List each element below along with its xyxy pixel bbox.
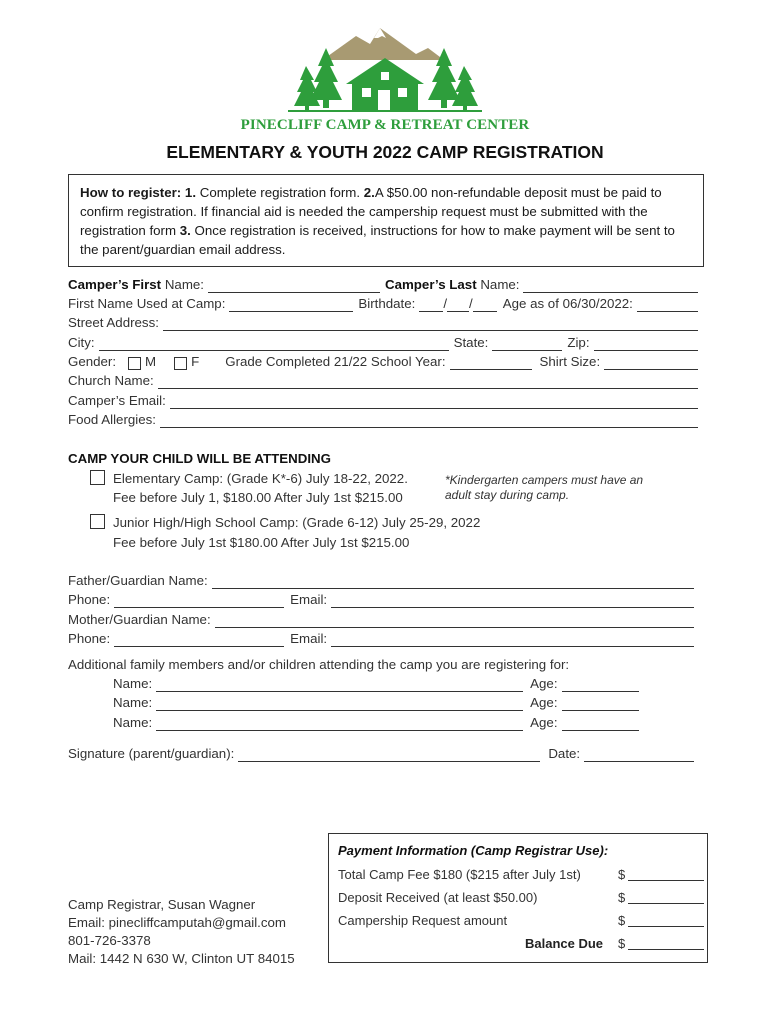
city-label: City: [68,335,95,350]
step-3-number: 3. [179,223,191,238]
age-field[interactable] [637,299,698,312]
camper-first-label: Name: [161,277,204,292]
registrar-phone: 801-726-3378 [68,933,151,948]
first-name-used-label: First Name Used at Camp: [68,296,226,311]
family-name-field[interactable] [156,698,523,711]
mother-email-label: Email: [290,631,328,646]
birth-day-field[interactable] [447,299,469,312]
family-age-field[interactable] [562,679,639,692]
father-email-field[interactable] [331,595,694,608]
kindergarten-note: *Kindergarten campers must have an adult stay during camp. [445,473,644,502]
father-row [68,573,694,589]
campership-row [338,913,698,929]
family-row [113,676,639,692]
birth-year-field[interactable] [473,299,497,312]
mother-row [68,612,694,628]
signature-row [68,746,694,762]
camper-first-label-bold: Camper’s First [68,277,162,292]
total-fee-row [338,867,698,883]
age-label: Age as of 06/30/2022: [502,296,633,311]
father-label: Father/Guardian Name: [68,573,208,588]
street-field[interactable] [163,318,698,331]
dollar-sign: $ [618,913,626,928]
church-row [68,373,698,389]
step-2-number: 2. [363,185,375,200]
date-field[interactable] [584,749,694,762]
camper-email-field[interactable] [170,396,698,409]
family-name-label: Name: [113,695,153,710]
church-label: Church Name: [68,373,154,388]
brand-name: PINECLIFF CAMP & RETREAT CENTER [240,117,530,133]
step-1-number: 1. [184,185,197,200]
family-row [113,695,639,711]
signature-label: Signature (parent/guardian): [68,746,235,761]
balance-label: Balance Due [525,936,604,951]
family-age-label: Age: [530,676,558,691]
camper-email-row [68,393,698,409]
church-field[interactable] [158,376,698,389]
camper-last-name-field[interactable] [523,280,698,293]
first-used-row [68,296,698,312]
family-age-field[interactable] [562,718,639,731]
family-intro: Additional family members and/or children attending the camp you are registering for: [68,657,570,672]
balance-row [338,936,698,952]
gender-label: Gender: [68,354,117,369]
street-label: Street Address: [68,315,159,330]
family-age-label: Age: [530,715,558,730]
zip-label: Zip: [567,335,590,350]
camper-name-row [68,277,698,293]
family-row [113,715,639,731]
state-field[interactable] [492,338,562,351]
shirt-size-label: Shirt Size: [539,354,601,369]
father-phone-field[interactable] [114,595,284,608]
how-to-register-box [68,174,704,267]
dollar-sign: $ [618,936,626,951]
mountain-icon [328,28,444,60]
allergies-row [68,412,698,428]
gender-f-checkbox[interactable] [174,357,187,370]
grade-field[interactable] [450,357,532,370]
mother-name-field[interactable] [215,615,694,628]
elementary-camp-label: Elementary Camp: (Grade K*-6) July 18-22, 2022. [113,471,408,486]
pinecliff-logo [288,26,482,114]
deposit-label: Deposit Received (at least $50.00) [338,890,538,905]
mother-phone-label: Phone: [68,631,111,646]
registrar-mail: Mail: 1442 N 630 W, Clinton UT 84015 [68,951,295,966]
family-name-field[interactable] [156,718,523,731]
city-row [68,335,698,351]
junior-high-camp-label: Junior High/High School Camp: (Grade 6-12) July 25-29, 2022 [113,515,481,530]
step-2-text: A $50.00 non-refundable deposit must be paid to confirm registration. If financial aid is needed the campership request must be submitted with the registration form [80,185,662,238]
birth-month-field[interactable] [419,299,443,312]
father-contact-row [68,592,694,608]
registrar-name: Camp Registrar, Susan Wagner [68,897,256,912]
gender-m-checkbox[interactable] [128,357,141,370]
mother-email-field[interactable] [331,634,694,647]
how-to-heading: How to register: [80,185,182,200]
total-fee-field[interactable] [628,880,704,881]
gender-m-label: M [145,354,157,369]
birthdate-label: Birthdate: [358,296,416,311]
grade-label: Grade Completed 21/22 School Year: [225,354,446,369]
total-fee-label: Total Camp Fee $180 ($215 after July 1st) [338,867,581,882]
city-field[interactable] [99,338,449,351]
allergies-label: Food Allergies: [68,412,156,427]
zip-field[interactable] [594,338,698,351]
dollar-sign: $ [618,890,626,905]
shirt-size-field[interactable] [604,357,698,370]
family-name-label: Name: [113,715,153,730]
family-name-field[interactable] [156,679,523,692]
payment-title: Payment Information (Camp Registrar Use): [338,843,609,858]
page-title: ELEMENTARY & YOUTH 2022 CAMP REGISTRATION [166,142,604,162]
campership-field[interactable] [628,926,704,927]
elementary-camp-fee: Fee before July 1, $180.00 After July 1st $215.00 [113,490,403,505]
mother-label: Mother/Guardian Name: [68,612,211,627]
junior-high-camp-checkbox[interactable] [90,514,105,529]
allergies-field[interactable] [160,415,698,428]
mother-contact-row [68,631,694,647]
gender-f-label: F [191,354,200,369]
balance-field[interactable] [628,949,704,950]
step-3-text: Once registration is received, instructions for how to make payment will be sent to the parent/guardian email address. [80,223,675,257]
father-email-label: Email: [290,592,328,607]
camper-last-label-bold: Camper’s Last [384,277,477,292]
campership-label: Campership Request amount [338,913,508,928]
family-age-label: Age: [530,695,558,710]
first-name-used-field[interactable] [229,299,353,312]
mother-phone-field[interactable] [114,634,284,647]
deposit-row [338,890,698,906]
camper-email-label: Camper’s Email: [68,393,166,408]
gender-row [68,354,698,370]
registrar-email: Email: pinecliffcamputah@gmail.com [68,915,286,930]
date-label: Date: [548,746,581,761]
signature-field[interactable] [238,749,540,762]
camper-first-name-field[interactable] [208,280,380,293]
registrar-contact [68,896,295,968]
state-label: State: [453,335,489,350]
dollar-sign: $ [618,867,626,882]
elementary-camp-checkbox[interactable] [90,470,105,485]
father-phone-label: Phone: [68,592,111,607]
camp-section-heading: CAMP YOUR CHILD WILL BE ATTENDING [68,451,331,466]
deposit-field[interactable] [628,903,704,904]
junior-high-camp-fee: Fee before July 1st $180.00 After July 1st $215.00 [113,535,410,550]
family-age-field[interactable] [562,698,639,711]
street-row [68,315,698,331]
camper-last-label: Name: [476,277,520,292]
date-slash: / [469,296,473,311]
date-slash: / [443,296,448,311]
cabin-icon [346,58,424,110]
payment-box [328,833,708,963]
father-name-field[interactable] [212,576,694,589]
family-name-label: Name: [113,676,153,691]
step-1-text: Complete registration form. [196,185,364,200]
